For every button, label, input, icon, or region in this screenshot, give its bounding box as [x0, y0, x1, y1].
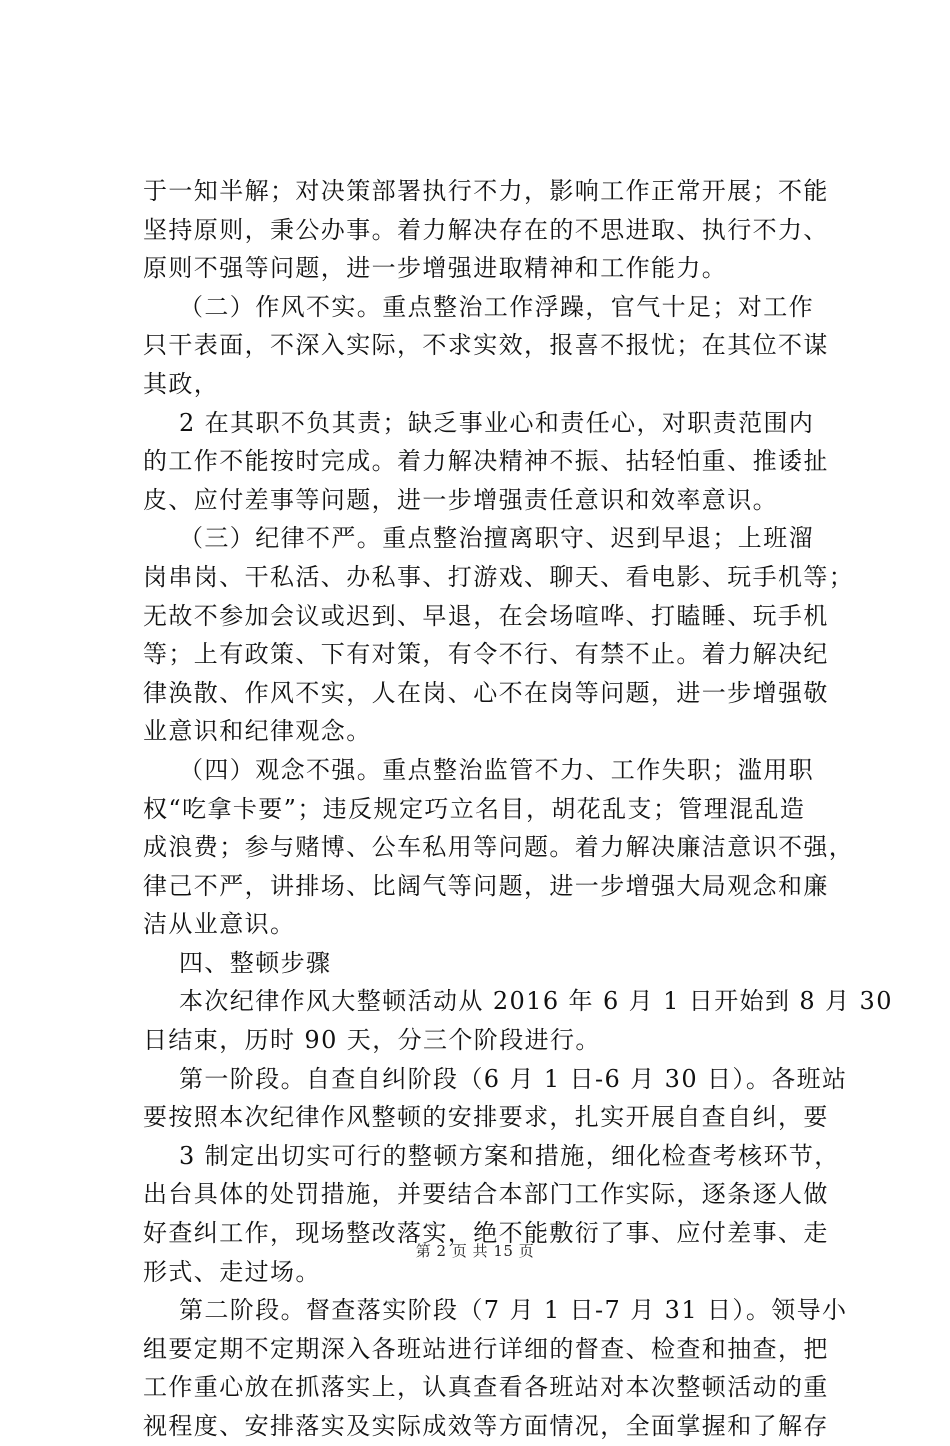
text-line: 原则不强等问题，进一步增强进取精神和工作能力。 — [143, 254, 728, 283]
text-line: 形式、走过场。 — [143, 1257, 321, 1286]
text-line: 其政， — [143, 369, 220, 398]
text-line: 四、整顿步骤 — [179, 948, 332, 977]
text-line: 视程度、安排落实及实际成效等方面情况，全面掌握和了解存 — [143, 1412, 829, 1440]
text-line: （四）观念不强。重点整治监管不力、工作失职；滥用职 — [179, 755, 814, 784]
text-line: 律涣散、作风不实，人在岗、心不在岗等问题，进一步增强敬 — [143, 678, 829, 707]
text-line: 工作重心放在抓落实上，认真查看各班站对本次整顿活动的重 — [143, 1373, 829, 1402]
text-line: 2 在其职不负其责；缺乏事业心和责任心，对职责范围内 — [179, 408, 815, 437]
text-line: 权“吃拿卡要”；违反规定巧立名目，胡花乱支；管理混乱造 — [143, 794, 806, 823]
text-line: 日结束，历时 90 天，分三个阶段进行。 — [143, 1026, 601, 1055]
text-line: 出台具体的处罚措施，并要结合本部门工作实际，逐条逐人做 — [143, 1180, 829, 1209]
text-line: 要按照本次纪律作风整顿的安排要求，扎实开展自查自纠，要 — [143, 1103, 829, 1132]
page-footer: 第 2 页 共 15 页 — [415, 1242, 535, 1260]
text-line: 坚持原则，秉公办事。着力解决存在的不思进取、执行不力、 — [143, 215, 829, 244]
text-line: 律己不严，讲排场、比阔气等问题，进一步增强大局观念和廉 — [143, 871, 829, 900]
text-line: 只干表面，不深入实际，不求实效，报喜不报忧；在其位不谋 — [143, 331, 829, 360]
text-line: 于一知半解；对决策部署执行不力，影响工作正常开展；不能 — [143, 177, 829, 205]
text-line: 等；上有政策、下有对策，有令不行、有禁不止。着力解决纪 — [143, 640, 829, 669]
text-line: 3 制定出切实可行的整顿方案和措施，细化检查考核环节， — [179, 1141, 840, 1170]
text-line: 本次纪律作风大整顿活动从 2016 年 6 月 1 日开始到 8 月 30 — [179, 987, 893, 1016]
text-line: 洁从业意识。 — [143, 910, 296, 939]
text-line: 成浪费；参与赌博、公车私用等问题。着力解决廉洁意识不强， — [143, 833, 855, 862]
text-line: 皮、应付差事等问题，进一步增强责任意识和效率意识。 — [143, 485, 778, 514]
text-line: 业意识和纪律观念。 — [143, 717, 372, 746]
text-line: 好查纠工作，现场整改落实，绝不能敷衍了事、应付差事、走 — [143, 1219, 829, 1248]
text-line: 岗串岗、干私活、办私事、打游戏、聊天、看电影、玩手机等； — [143, 562, 855, 591]
text-line: 第二阶段。督查落实阶段（7 月 1 日-7 月 31 日）。领导小 — [179, 1296, 848, 1325]
text-line: 的工作不能按时完成。着力解决精神不振、拈轻怕重、推诿扯 — [143, 447, 829, 476]
text-line: 组要定期不定期深入各班站进行详细的督查、检查和抽查，把 — [143, 1334, 829, 1363]
text-line: 第一阶段。自查自纠阶段（6 月 1 日-6 月 30 日）。各班站 — [179, 1064, 848, 1093]
text-line: （三）纪律不严。重点整治擅离职守、迟到早退；上班溜 — [179, 524, 814, 553]
text-line: 无故不参加会议或迟到、早退，在会场喧哗、打瞌睡、玩手机 — [143, 601, 829, 630]
text-line: （二）作风不实。重点整治工作浮躁，官气十足；对工作 — [179, 292, 814, 321]
